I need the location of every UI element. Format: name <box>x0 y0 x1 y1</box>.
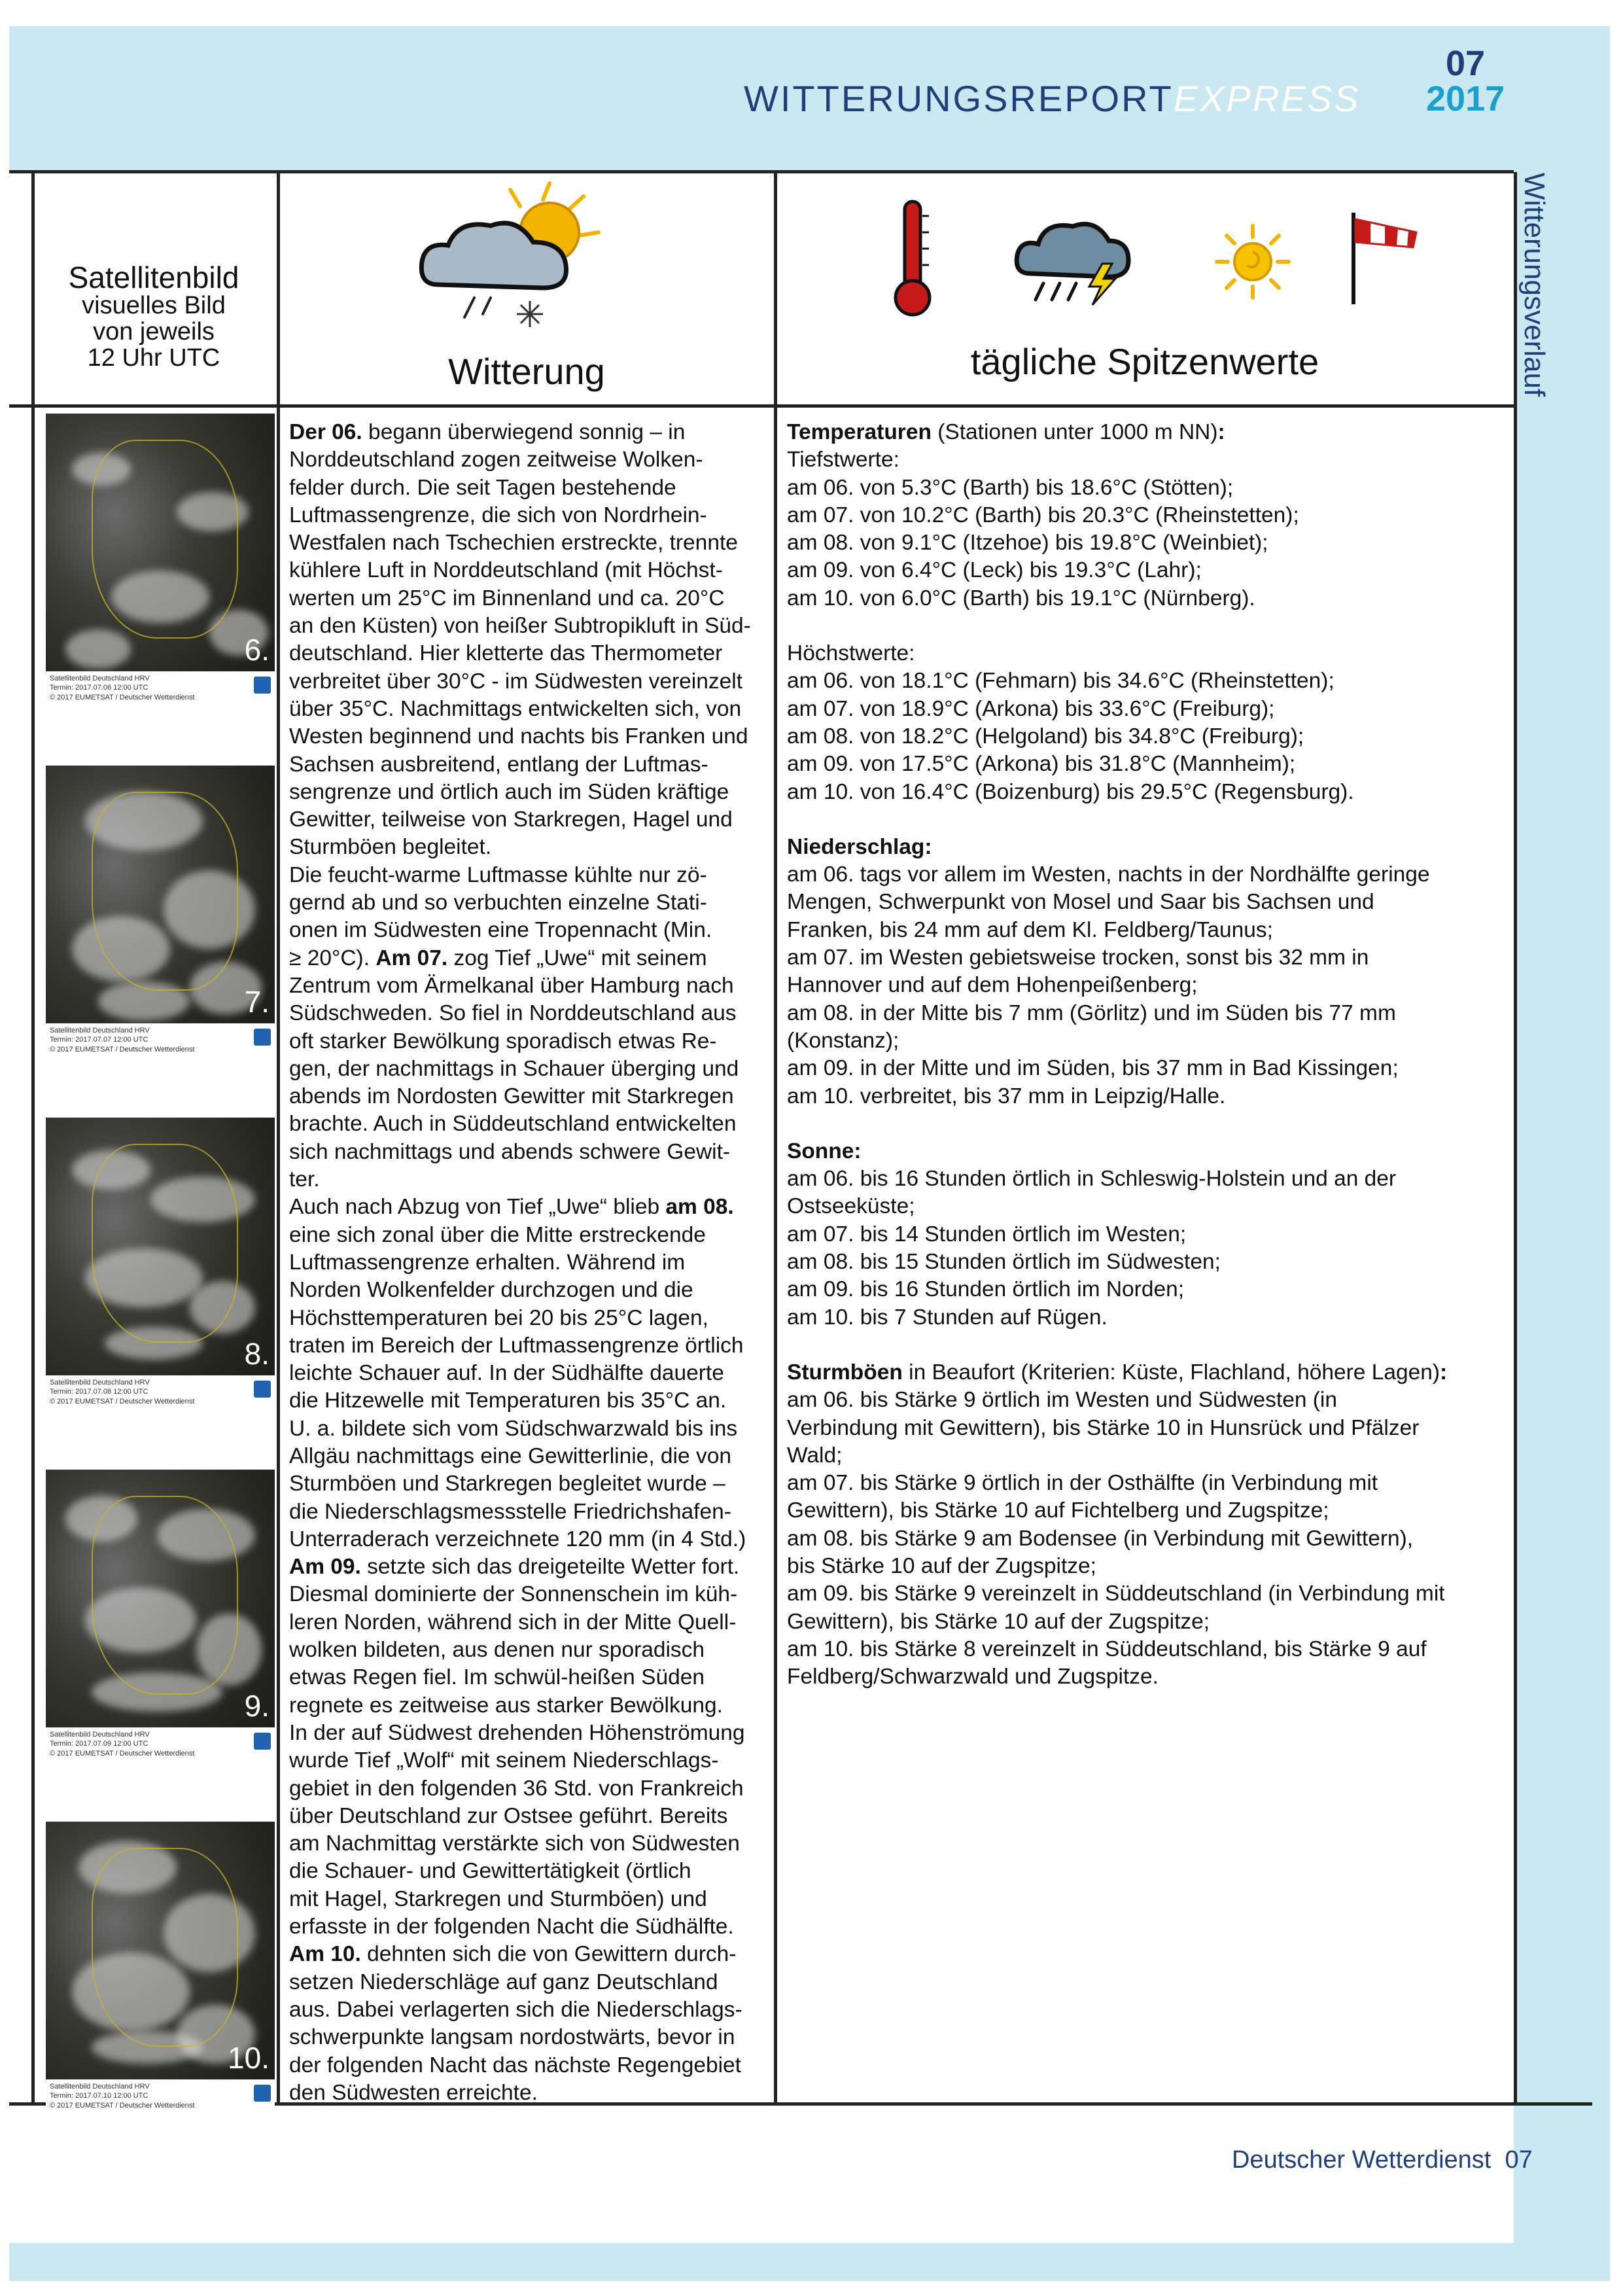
narrative-line <box>289 419 760 446</box>
text-segment: Allgäu nachmittags eine Gewitterlinie, die von <box>289 1443 731 1468</box>
narrative-line <box>289 1166 760 1193</box>
dwd-logo-icon <box>254 677 271 694</box>
table-left-border <box>31 172 35 2106</box>
statistic-line <box>787 1110 1513 1138</box>
satellite-title: Satellitenbild <box>68 260 239 294</box>
narrative-line <box>289 779 760 806</box>
statistic-line <box>787 972 1513 999</box>
column-divider-2 <box>774 172 777 2106</box>
text-segment: Unterraderach verzeichnete 120 mm (in 4 Std.) <box>289 1527 746 1551</box>
narrative-line <box>289 1139 760 1166</box>
narrative-line <box>289 751 760 779</box>
statistic-line <box>787 1304 1513 1332</box>
text-segment: Verbindung mit Gewittern), bis Stärke 10 in Hunsrück und Pfälzer <box>787 1415 1420 1440</box>
text-segment: In der auf Südwest drehenden Höhenströmung <box>289 1720 745 1745</box>
text-segment: aus. Dabei verlagerten sich die Niederschlags- <box>289 1997 742 2022</box>
narrative-line <box>289 806 760 834</box>
country-border-outline <box>92 440 238 639</box>
text-segment: am 10. von 16.4°C (Boizenburg) bis 29.5°C (Regensburg). <box>787 779 1354 804</box>
report-title-main: WITTERUNGSREPORT <box>744 78 1174 119</box>
narrative-line <box>289 502 760 529</box>
satellite-image <box>46 1470 275 1757</box>
narrative-line <box>289 585 760 612</box>
satellite-caption-line: Termin: 2017.07.10 12:00 UTC <box>50 2092 148 2100</box>
report-title-express: EXPRESS <box>1173 78 1361 119</box>
statistic-line <box>787 557 1513 584</box>
narrative-line <box>289 1110 760 1138</box>
satellite-column-header <box>33 262 275 372</box>
text-segment: (Stationen unter 1000 m NN) <box>931 420 1218 444</box>
statistic-line <box>787 834 1513 861</box>
text-segment: abends im Nordosten Gewitter mit Starkregen <box>289 1084 734 1109</box>
satellite-caption-line: Satellitenbild Deutschland HRV <box>50 1379 150 1386</box>
narrative-line <box>289 474 760 502</box>
satellite-day-label: 7. <box>244 985 270 1019</box>
satellite-image <box>46 414 275 701</box>
text-segment: Gewittern), bis Stärke 10 auf der Zugspitze; <box>787 1609 1210 1634</box>
narrative-line <box>289 1083 760 1110</box>
footer-publisher: Deutscher Wetterdienst <box>1232 2146 1492 2174</box>
satellite-caption <box>46 1375 275 1405</box>
country-border-outline <box>92 1848 238 2047</box>
country-border-outline <box>92 792 238 991</box>
report-title <box>744 77 1360 120</box>
statistic-line <box>787 723 1513 751</box>
text-segment: Norden Wolkenfelder durchzogen und die <box>289 1278 693 1303</box>
satellite-caption <box>46 671 275 701</box>
satellite-caption-line: © 2017 EUMETSAT / Deutscher Wetterdienst <box>50 1749 195 1757</box>
satellite-day-label: 9. <box>244 1689 270 1723</box>
dwd-logo-icon <box>254 1733 271 1750</box>
statistic-line <box>787 1138 1513 1165</box>
narrative-line <box>289 1277 760 1304</box>
narrative-line <box>289 1443 760 1470</box>
table-top-rule <box>9 170 1514 173</box>
text-segment: Auch nach Abzug von Tief „Uwe“ blieb <box>289 1195 666 1220</box>
text-segment: Südschweden. So fiel in Norddeutschland aus <box>289 1001 737 1026</box>
text-segment: Gewittern), bis Stärke 10 auf Fichtelberg und Zugspitze; <box>787 1498 1329 1523</box>
bold-text-segment: Der 06. <box>289 420 362 444</box>
statistic-line <box>787 1165 1513 1193</box>
statistic-line <box>787 1608 1513 1636</box>
statistic-line <box>787 1083 1513 1110</box>
text-segment: Höchsttemperaturen bei 20 bis 25°C lagen, <box>289 1305 708 1330</box>
statistic-line <box>787 474 1513 502</box>
text-segment: wolken bildeten, aus denen nur sporadisch <box>289 1638 705 1663</box>
text-segment: Franken, bis 24 mm auf dem Kl. Feldberg/Taunus; <box>787 917 1273 942</box>
narrative-line <box>289 862 760 889</box>
narrative-line <box>289 2052 760 2079</box>
narrative-line <box>289 1858 760 1885</box>
narrative-line <box>289 1941 760 1968</box>
satellite-caption-line: Termin: 2017.07.06 12:00 UTC <box>50 684 148 692</box>
text-segment: Sachsen ausbreitend, entlang der Luftmas- <box>289 752 708 777</box>
satellite-subtitle-1: visuelles Bild <box>82 292 226 320</box>
text-segment: sengrenze und örtlich auch im Süden kräftige <box>289 779 729 804</box>
satellite-caption-line: Satellitenbild Deutschland HRV <box>50 675 150 682</box>
text-segment: am 07. bis Stärke 9 örtlich in der Osthälfte (in Verbindung mit <box>787 1471 1378 1496</box>
text-segment: am 07. von 10.2°C (Barth) bis 20.3°C (Rheinstetten); <box>787 503 1299 527</box>
text-segment: am 09. bis Stärke 9 vereinzelt in Süddeutschland (in Verbindung mit <box>787 1581 1445 1606</box>
country-border-outline <box>92 1144 238 1343</box>
text-segment: am 08. von 9.1°C (Itzehoe) bis 19.8°C (Weinbiet); <box>787 531 1268 556</box>
statistic-line <box>787 889 1513 916</box>
text-segment: an den Küsten) von heißer Subtropikluft in Süd- <box>289 614 751 639</box>
statistic-line <box>787 1193 1513 1220</box>
statistic-line <box>787 944 1513 972</box>
text-segment: eine sich zonal über die Mitte erstreckende <box>289 1222 706 1247</box>
text-segment: am 10. bis 7 Stunden auf Rügen. <box>787 1305 1108 1330</box>
statistic-line <box>787 1497 1513 1525</box>
weather-narrative <box>289 419 760 2107</box>
narrative-line <box>289 1830 760 1858</box>
text-segment: setzte sich das dreigeteilte Wetter fort. <box>360 1555 740 1580</box>
text-segment: Hannover und auf dem Hohenpeißenberg; <box>787 973 1198 998</box>
satellite-image <box>46 1822 275 2110</box>
text-segment: am Nachmittag verstärkte sich von Südwesten <box>289 1831 740 1856</box>
narrative-line <box>289 1886 760 1913</box>
bold-text-segment: am 08. <box>665 1195 734 1220</box>
text-segment: am 09. in der Mitte und im Süden, bis 37 mm in Bad Kissingen; <box>787 1056 1399 1081</box>
windsock-icon <box>1344 209 1429 308</box>
footer-page-number: 07 <box>1505 2146 1533 2174</box>
narrative-line <box>289 640 760 667</box>
text-segment: am 07. im Westen gebietsweise trocken, sonst bis 32 mm in <box>787 945 1369 970</box>
text-segment: Diesmal dominierte der Sonnenschein im küh- <box>289 1582 738 1607</box>
statistic-line <box>787 1470 1513 1497</box>
narrative-line <box>289 1332 760 1360</box>
narrative-line <box>289 1913 760 1941</box>
text-segment: Luftmassengrenze erhalten. Während im <box>289 1250 686 1275</box>
text-segment: die Niederschlagsmessstelle Friedrichshafen- <box>289 1499 731 1524</box>
statistic-line <box>787 1415 1513 1442</box>
text-segment: mit Hagel, Starkregen und Sturmböen) und <box>289 1886 707 1911</box>
text-segment: am 06. tags vor allem im Westen, nachts in der Nordhälfte geringe <box>787 862 1430 887</box>
narrative-line <box>289 668 760 696</box>
weather-column-title: Witterung <box>448 351 605 392</box>
statistic-line <box>787 1663 1513 1691</box>
text-segment: Tiefstwerte: <box>787 448 899 472</box>
narrative-line <box>289 1636 760 1664</box>
bold-text-segment: Sturmböen <box>787 1360 903 1385</box>
text-segment: Luftmassengrenze, die sich von Nordrhein- <box>289 503 707 527</box>
text-segment: am 10. bis Stärke 8 vereinzelt in Süddeutschland, bis Stärke 9 auf <box>787 1636 1427 1661</box>
text-segment: Mengen, Schwerpunkt von Mosel und Saar bis Sachsen und <box>787 890 1374 915</box>
text-segment: leichte Schauer auf. In der Südhälfte dauerte <box>289 1361 724 1386</box>
satellite-caption <box>46 1023 275 1053</box>
text-segment: am 09. von 6.4°C (Leck) bis 19.3°C (Lahr); <box>787 558 1202 583</box>
narrative-line <box>289 1360 760 1387</box>
narrative-line <box>289 1775 760 1803</box>
statistic-line <box>787 502 1513 529</box>
statistic-line <box>787 1248 1513 1276</box>
text-segment: Feldberg/Schwarzwald und Zugspitze. <box>787 1665 1159 1689</box>
side-strip <box>1514 172 1610 2243</box>
statistic-line <box>787 640 1513 667</box>
bold-text-segment: Am 10. <box>289 1942 361 1967</box>
text-segment: traten im Bereich der Luftmassengrenze örtlich <box>289 1333 744 1358</box>
text-segment: ≥ 20°C). <box>289 945 376 970</box>
narrative-line <box>289 1055 760 1083</box>
statistic-line <box>787 1525 1513 1553</box>
bold-text-segment: : <box>1440 1360 1448 1385</box>
text-segment: onen im Südwesten eine Tropennacht (Min. <box>289 918 712 943</box>
narrative-line <box>289 834 760 861</box>
bold-text-segment: Niederschlag: <box>787 834 932 859</box>
text-segment: am 06. von 18.1°C (Fehmarn) bis 34.6°C (Rheinstetten); <box>787 669 1335 694</box>
text-segment: am 09. von 17.5°C (Arkona) bis 31.8°C (Mannheim); <box>787 752 1296 777</box>
narrative-line <box>289 612 760 640</box>
statistic-line <box>787 696 1513 723</box>
satellite-caption-line: Satellitenbild Deutschland HRV <box>50 1731 150 1739</box>
text-segment: die Hitzewelle mit Temperaturen bis 35°C an. <box>289 1388 727 1413</box>
narrative-line <box>289 2079 760 2107</box>
satellite-day-label: 10. <box>228 2041 270 2075</box>
text-segment: am 08. von 18.2°C (Helgoland) bis 34.8°C (Freiburg); <box>787 724 1304 749</box>
narrative-line <box>289 1028 760 1055</box>
statistic-line <box>787 806 1513 834</box>
text-segment: Gewitter, teilweise von Starkregen, Hagel und <box>289 807 733 832</box>
country-border-outline <box>92 1496 238 1695</box>
narrative-line <box>289 723 760 751</box>
satellite-caption-line: Termin: 2017.07.08 12:00 UTC <box>50 1388 148 1396</box>
bold-text-segment: Sonne: <box>787 1139 862 1163</box>
text-segment: Westfalen nach Tschechien erstreckte, trennte <box>289 531 738 556</box>
text-segment: regnete es zeitweise aus starker Bewölkung. <box>289 1693 723 1718</box>
text-segment: gernd ab und so verbuchten einzelne Stati- <box>289 891 707 915</box>
statistic-line <box>787 779 1513 806</box>
narrative-line <box>289 889 760 917</box>
narrative-line <box>289 1581 760 1608</box>
text-segment: Zentrum vom Ärmelkanal über Hamburg nach <box>289 973 734 998</box>
dwd-logo-icon <box>254 2085 271 2102</box>
satellite-caption-line: Termin: 2017.07.07 12:00 UTC <box>50 1036 148 1044</box>
narrative-line <box>289 1387 760 1415</box>
thermometer-icon <box>886 196 939 321</box>
statistic-line <box>787 861 1513 889</box>
narrative-line <box>289 2024 760 2051</box>
narrative-line <box>289 972 760 1000</box>
text-segment: schwerpunkte langsam nordostwärts, bevor in <box>289 2025 735 2050</box>
satellite-caption-line: Satellitenbild Deutschland HRV <box>50 2083 150 2091</box>
side-label-text: Witterungsverlauf <box>1518 172 1550 397</box>
narrative-line <box>289 1747 760 1775</box>
statistic-line <box>787 1359 1513 1386</box>
satellite-day-label: 8. <box>244 1337 270 1371</box>
text-segment: U. a. bildete sich vom Südschwarzwald bis ins <box>289 1416 738 1441</box>
narrative-line <box>289 1305 760 1332</box>
text-segment: werten um 25°C im Binnenland und ca. 20°C <box>289 586 725 610</box>
satellite-image <box>46 766 275 1053</box>
satellite-caption-line: © 2017 EUMETSAT / Deutscher Wetterdienst <box>50 1045 195 1053</box>
text-segment: am 06. bis Stärke 9 örtlich im Westen und Südwesten (in <box>787 1388 1338 1413</box>
text-segment: kühlere Luft in Norddeutschland (mit Höchst- <box>289 558 723 583</box>
statistic-line <box>787 612 1513 640</box>
text-segment: am 07. von 18.9°C (Arkona) bis 33.6°C (Freiburg); <box>787 696 1275 721</box>
text-segment: sich nachmittags und abends schwere Gewit- <box>289 1139 731 1164</box>
statistic-line <box>787 419 1513 446</box>
left-margin-strip <box>9 172 33 2243</box>
text-segment: am 10. von 6.0°C (Barth) bis 19.1°C (Nürnberg). <box>787 586 1255 610</box>
statistic-line <box>787 751 1513 778</box>
satellite-image <box>46 1118 275 1405</box>
issue-year: 2017 <box>1426 79 1505 118</box>
narrative-line <box>289 529 760 557</box>
dwd-logo-icon <box>254 1029 271 1046</box>
text-segment: Sturmböen und Starkregen begleitet wurde – <box>289 1472 725 1496</box>
narrative-line <box>289 1470 760 1498</box>
text-segment: felder durch. Die seit Tagen bestehende <box>289 475 676 500</box>
text-segment: zog Tief „Uwe“ mit seinem <box>447 945 707 970</box>
thunderstorm-cloud-icon <box>1011 208 1135 306</box>
text-segment: ter. <box>289 1167 320 1192</box>
page-footer <box>1232 2146 1533 2174</box>
text-segment: am 06. bis 16 Stunden örtlich in Schleswig-Holstein und an der <box>787 1167 1397 1192</box>
text-segment: dehnten sich die von Gewittern durch- <box>360 1942 737 1967</box>
bold-text-segment: : <box>1217 420 1225 444</box>
text-segment: Norddeutschland zogen zeitweise Wolken- <box>289 448 703 472</box>
statistic-line <box>787 1553 1513 1580</box>
bold-text-segment: Am 07. <box>375 945 448 970</box>
statistic-line <box>787 1000 1513 1027</box>
narrative-line <box>289 1692 760 1720</box>
peak-values-text <box>787 419 1513 1691</box>
cloud-sun-snow-icon <box>412 180 608 337</box>
text-segment: am 08. in der Mitte bis 7 mm (Görlitz) und im Süden bis 77 mm <box>787 1000 1396 1025</box>
text-segment: Ostseeküste; <box>787 1194 915 1219</box>
text-segment: begann überwiegend sonnig – in <box>362 420 686 444</box>
statistic-line <box>787 1332 1513 1359</box>
text-segment: leren Norden, während sich in der Mitte Quell- <box>289 1610 737 1634</box>
narrative-line <box>289 1720 760 1747</box>
text-segment: am 08. bis Stärke 9 am Bodensee (in Verbindung mit Gewittern), <box>787 1526 1414 1551</box>
text-segment: (Konstanz); <box>787 1028 899 1053</box>
narrative-line <box>289 1664 760 1691</box>
statistic-line <box>787 1055 1513 1082</box>
bold-text-segment: Temperaturen <box>787 420 932 444</box>
text-segment: gen, der nachmittags in Schauer überging und <box>289 1056 739 1081</box>
narrative-line <box>289 446 760 474</box>
satellite-caption-line: Satellitenbild Deutschland HRV <box>50 1027 150 1034</box>
statistic-line <box>787 1221 1513 1248</box>
narrative-line <box>289 1000 760 1027</box>
peaks-column-title: tägliche Spitzenwerte <box>970 341 1319 382</box>
satellite-caption-line: © 2017 EUMETSAT / Deutscher Wetterdienst <box>50 2101 195 2110</box>
sun-icon <box>1213 222 1292 301</box>
text-segment: etwas Regen fiel. Im schwül-heißen Süden <box>289 1665 705 1690</box>
satellite-caption <box>46 2079 275 2110</box>
text-segment: Höchstwerte: <box>787 641 915 666</box>
text-segment: der folgenden Nacht das nächste Regengebiet <box>289 2053 741 2077</box>
statistic-line <box>787 667 1513 695</box>
statistic-line <box>787 446 1513 474</box>
satellite-caption <box>46 1727 275 1757</box>
narrative-line <box>289 917 760 944</box>
statistic-line <box>787 529 1513 557</box>
statistic-line <box>787 1386 1513 1414</box>
text-segment: verbreitet über 30°C - im Südwesten vereinzelt <box>289 669 743 694</box>
text-segment: Sturmböen begleitet. <box>289 835 492 860</box>
statistic-line <box>787 1276 1513 1303</box>
column-divider-3 <box>1514 172 1517 2106</box>
dwd-logo-icon <box>254 1381 271 1398</box>
side-label <box>1505 167 1563 402</box>
text-segment: deutschland. Hier kletterte das Thermometer <box>289 641 723 666</box>
satellite-day-label: 6. <box>244 633 270 667</box>
statistic-line <box>787 1636 1513 1663</box>
text-segment: wurde Tief „Wolf“ mit seinem Niederschlags- <box>289 1748 719 1773</box>
satellite-caption-line: © 2017 EUMETSAT / Deutscher Wetterdienst <box>50 693 195 701</box>
text-segment: gebiet in den folgenden 36 Std. von Frankreich <box>289 1776 744 1801</box>
text-segment: Westen beginnend und nachts bis Franken und <box>289 724 748 749</box>
table-header-rule <box>9 404 1514 408</box>
text-segment: am 08. bis 15 Stunden örtlich im Südwesten; <box>787 1250 1221 1275</box>
column-divider-1 <box>277 172 280 2106</box>
statistic-line <box>787 1027 1513 1055</box>
narrative-line <box>289 557 760 584</box>
narrative-line <box>289 1803 760 1830</box>
text-segment: den Südwesten erreichte. <box>289 2080 538 2105</box>
narrative-line <box>289 1498 760 1526</box>
statistic-line <box>787 917 1513 944</box>
narrative-line <box>289 1249 760 1277</box>
text-segment: brachte. Auch in Süddeutschland entwickelten <box>289 1112 737 1137</box>
statistic-line <box>787 1580 1513 1608</box>
text-segment: Die feucht-warme Luftmasse kühlte nur zö- <box>289 862 707 887</box>
text-segment: am 10. verbreitet, bis 37 mm in Leipzig/Halle. <box>787 1084 1226 1108</box>
text-segment: setzen Niederschläge auf ganz Deutschland <box>289 1969 718 1994</box>
narrative-line <box>289 1193 760 1221</box>
satellite-subtitle-3: 12 Uhr UTC <box>87 344 220 372</box>
narrative-line <box>289 945 760 972</box>
text-segment: am 07. bis 14 Stunden örtlich im Westen; <box>787 1222 1187 1246</box>
text-segment: am 06. von 5.3°C (Barth) bis 18.6°C (Stötten); <box>787 475 1234 500</box>
text-segment: bis Stärke 10 auf der Zugspitze; <box>787 1553 1096 1578</box>
narrative-line <box>289 1526 760 1553</box>
narrative-line <box>289 1222 760 1249</box>
text-segment: über 35°C. Nachmittags entwickelten sich, von <box>289 696 742 721</box>
satellite-caption-line: Termin: 2017.07.09 12:00 UTC <box>50 1740 148 1748</box>
text-segment: am 09. bis 16 Stunden örtlich im Norden; <box>787 1277 1185 1302</box>
narrative-line <box>289 1609 760 1636</box>
narrative-line <box>289 1969 760 1996</box>
narrative-line <box>289 1553 760 1581</box>
issue-badge <box>1426 46 1505 116</box>
statistic-line <box>787 585 1513 612</box>
text-segment: über Deutschland zur Ostsee geführt. Bereits <box>289 1803 728 1828</box>
issue-number: 07 <box>1445 44 1486 83</box>
text-segment: in Beaufort (Kriterien: Küste, Flachland, höhere Lagen) <box>902 1360 1440 1385</box>
satellite-subtitle-2: von jeweils <box>93 318 215 346</box>
text-segment: erfasste in der folgenden Nacht die Südhälfte. <box>289 1915 734 1939</box>
bold-text-segment: Am 09. <box>289 1555 361 1580</box>
text-segment: die Schauer- und Gewittertätigkeit (örtlich <box>289 1859 691 1884</box>
text-segment: oft starker Bewölkung sporadisch etwas Re- <box>289 1029 717 1053</box>
statistic-line <box>787 1442 1513 1470</box>
cloud-shape <box>65 629 131 669</box>
narrative-line <box>289 696 760 723</box>
text-segment: Wald; <box>787 1443 843 1468</box>
narrative-line <box>289 1996 760 2024</box>
satellite-caption-line: © 2017 EUMETSAT / Deutscher Wetterdienst <box>50 1397 195 1405</box>
narrative-line <box>289 1415 760 1443</box>
